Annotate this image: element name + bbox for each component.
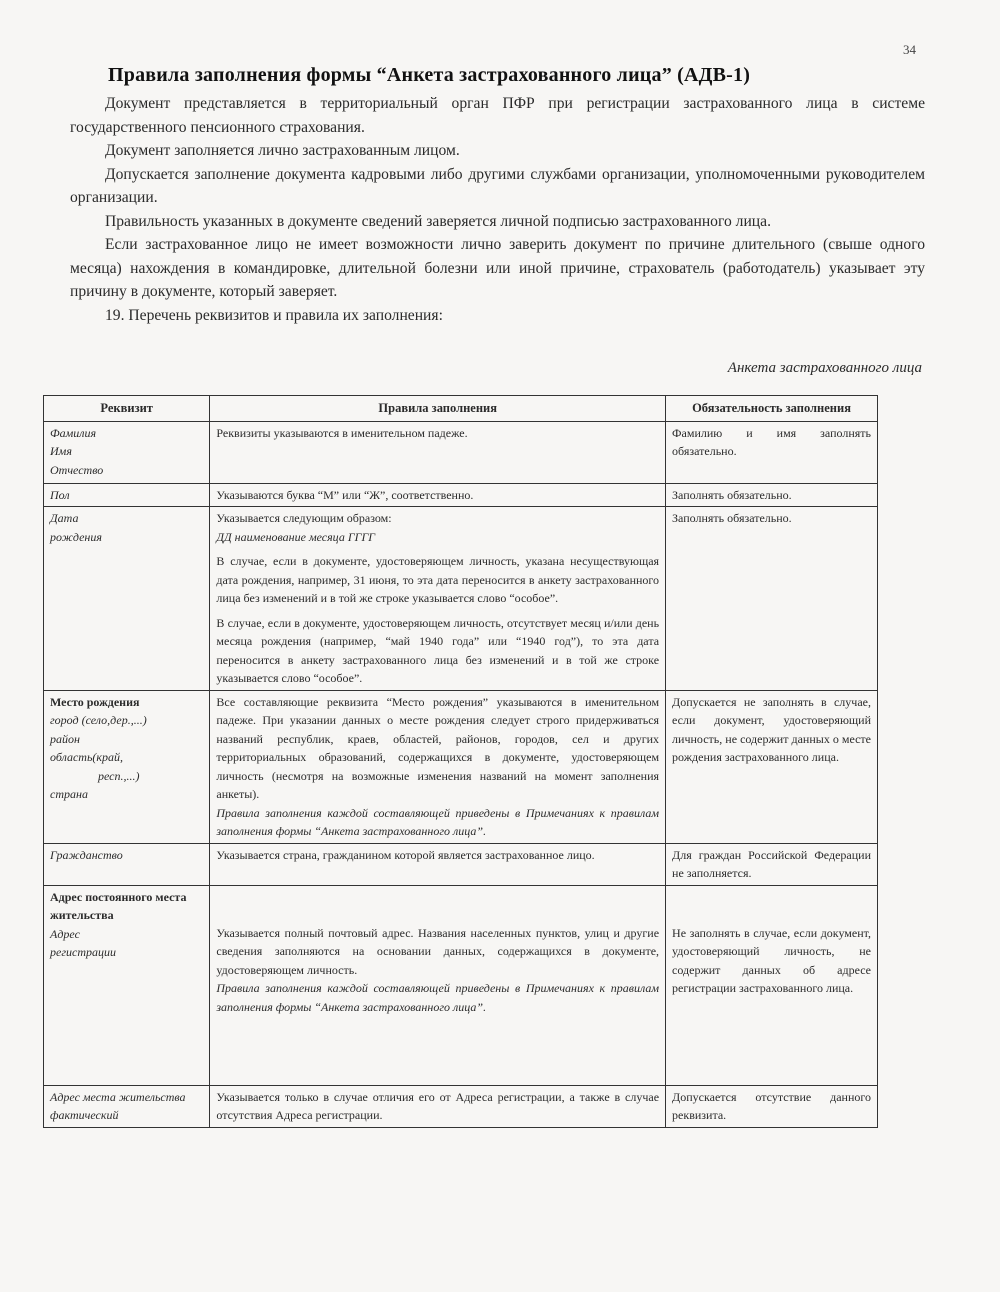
intro-paragraph: 19. Перечень реквизитов и правила их заполнения: [105,306,443,324]
table-row [44,507,878,691]
rule-text: Указывается следующим образом: [216,511,392,525]
required-cell: Для граждан Российской Федерации не заполняется. [666,843,878,885]
field-cell [44,421,210,483]
field-label: Место рождения [50,694,140,709]
required-cell: Заполнять обязательно. [666,507,878,691]
field-label: респ.,...) [98,768,140,783]
intro-paragraph: Правильность указанных в документе сведений заверяется личной подписью застрахованного лица. [105,212,771,230]
rule-text: Все составляющие реквизита “Место рождения” указываются в именительном падеже. При указании данных о месте рождения следует строго придерживаться названий республик, краев, областей, районов, городов, сел и других территориальных образований, содержащихся в документе, удостоверяющем личность (несмотря на возможные изменения названий на момент заполнения анкеты). [216,694,660,801]
required-cell: Фамилию и имя заполнять обязательно. [666,421,878,483]
table-caption: Анкета застрахованного лица [727,360,922,376]
rule-text: В случае, если в документе, удостоверяющем личность, отсутствует месяц и/или день месяца рождения (например, “май 1940 года” или “1940 год”), то эта дата переносится в анкету застрахованного лица без изменений и в той же строке указывается слово “особое”. [216,615,660,685]
rule-cell [210,885,666,1085]
document-title: Правила заполнения формы “Анкета застрахованного лица” (АДВ-1) [108,64,751,86]
intro-paragraph: Если застрахованное лицо не имеет возможности лично заверить документ по причине длительного (свыше одного месяца) нахождения в командировке, длительной болезни или иной причине, страхователь (работодатель) указывает эту причину в документе, который заверяет. [70,236,925,300]
field-label: регистрации [50,945,116,959]
required-cell: Допускается не заполнять в случае, если документ, удостоверяющий личность, не содержит данных о месте рождения застрахованного лица. [666,690,878,843]
field-cell [44,507,210,691]
header-required: Обязательность заполнения [666,396,878,422]
required-cell: Не заполнять в случае, если документ, удостоверяющий личность, не содержит данных об адресе регистрации застрахованного лица. [666,885,878,1085]
table-row [44,690,878,843]
rule-note: Правила заполнения каждой составляющей приведены в Примечаниях к правилам заполнения формы “Анкета застрахованного лица”. [216,805,660,838]
table-header-row [44,396,878,422]
field-label: Фамилия [50,425,97,440]
field-cell: Адрес места жительства фактический [44,1085,210,1127]
table-row [44,1085,878,1127]
field-label: Адрес постоянного места жительства [50,889,187,922]
rule-note: Правила заполнения каждой составляющей приведены в Примечаниях к правилам заполнения формы “Анкета застрахованного лица”. [216,981,660,1014]
intro-paragraph: Документ представляется в территориальный орган ПФР при регистрации застрахованного лица в системе государственного пенсионного страхования. [70,95,925,136]
required-cell: Допускается отсутствие данного реквизита. [666,1085,878,1127]
rule-cell: Указываются буква “М” или “Ж”, соответственно. [210,483,666,507]
field-label: Адрес [50,926,80,941]
table-row [44,843,878,885]
table-row [44,483,878,507]
intro-text [70,92,925,327]
intro-paragraph: Документ заполняется лично застрахованным лицом. [105,142,460,159]
header-rules: Правила заполнения [210,396,666,422]
rule-cell: Реквизиты указываются в именительном падеже. [210,421,666,483]
field-cell: Пол [44,483,210,507]
field-label: Отчество [50,462,104,477]
required-cell: Заполнять обязательно. [666,483,878,507]
rule-cell [210,507,666,691]
rule-cell: Указывается только в случае отличия его от Адреса регистрации, а также в случае отсутствия Адреса регистрации. [210,1085,666,1127]
header-requisite: Реквизит [44,396,210,422]
field-label: страна [50,787,88,801]
rule-text: В случае, если в документе, удостоверяющем личность, указана несуществующая дата рождения, например, 31 июня, то эта дата переносится в анкету застрахованного лица без изменений и в той же строке указывается слово “особое”. [216,554,660,605]
table-row [44,421,878,483]
field-label: город (село,дер.,...) [50,713,147,727]
rule-cell: Указывается страна, гражданином которой является застрахованное лицо. [210,843,666,885]
field-label: область(край, [50,750,124,764]
field-label: район [50,731,80,746]
field-cell [44,690,210,843]
field-label: Дата [50,511,79,525]
field-cell: Гражданство [44,843,210,885]
field-cell [44,885,210,1085]
requisites-table [43,395,878,1128]
field-label: Имя [50,444,72,458]
table-row [44,885,878,1085]
field-label: рождения [50,529,102,544]
rule-text: Указывается полный почтовый адрес. Названия населенных пунктов, улиц и другие сведения заполняются на основании данных, содержащихся в документе, удостоверяющем личность. [216,925,660,977]
rule-text: ДД наименование месяца ГГГГ [216,529,376,544]
intro-paragraph: Допускается заполнение документа кадровыми либо другими службами организации, уполномоченными руководителем организации. [70,165,925,206]
rule-cell [210,690,666,843]
page-number: 34 [903,42,916,57]
